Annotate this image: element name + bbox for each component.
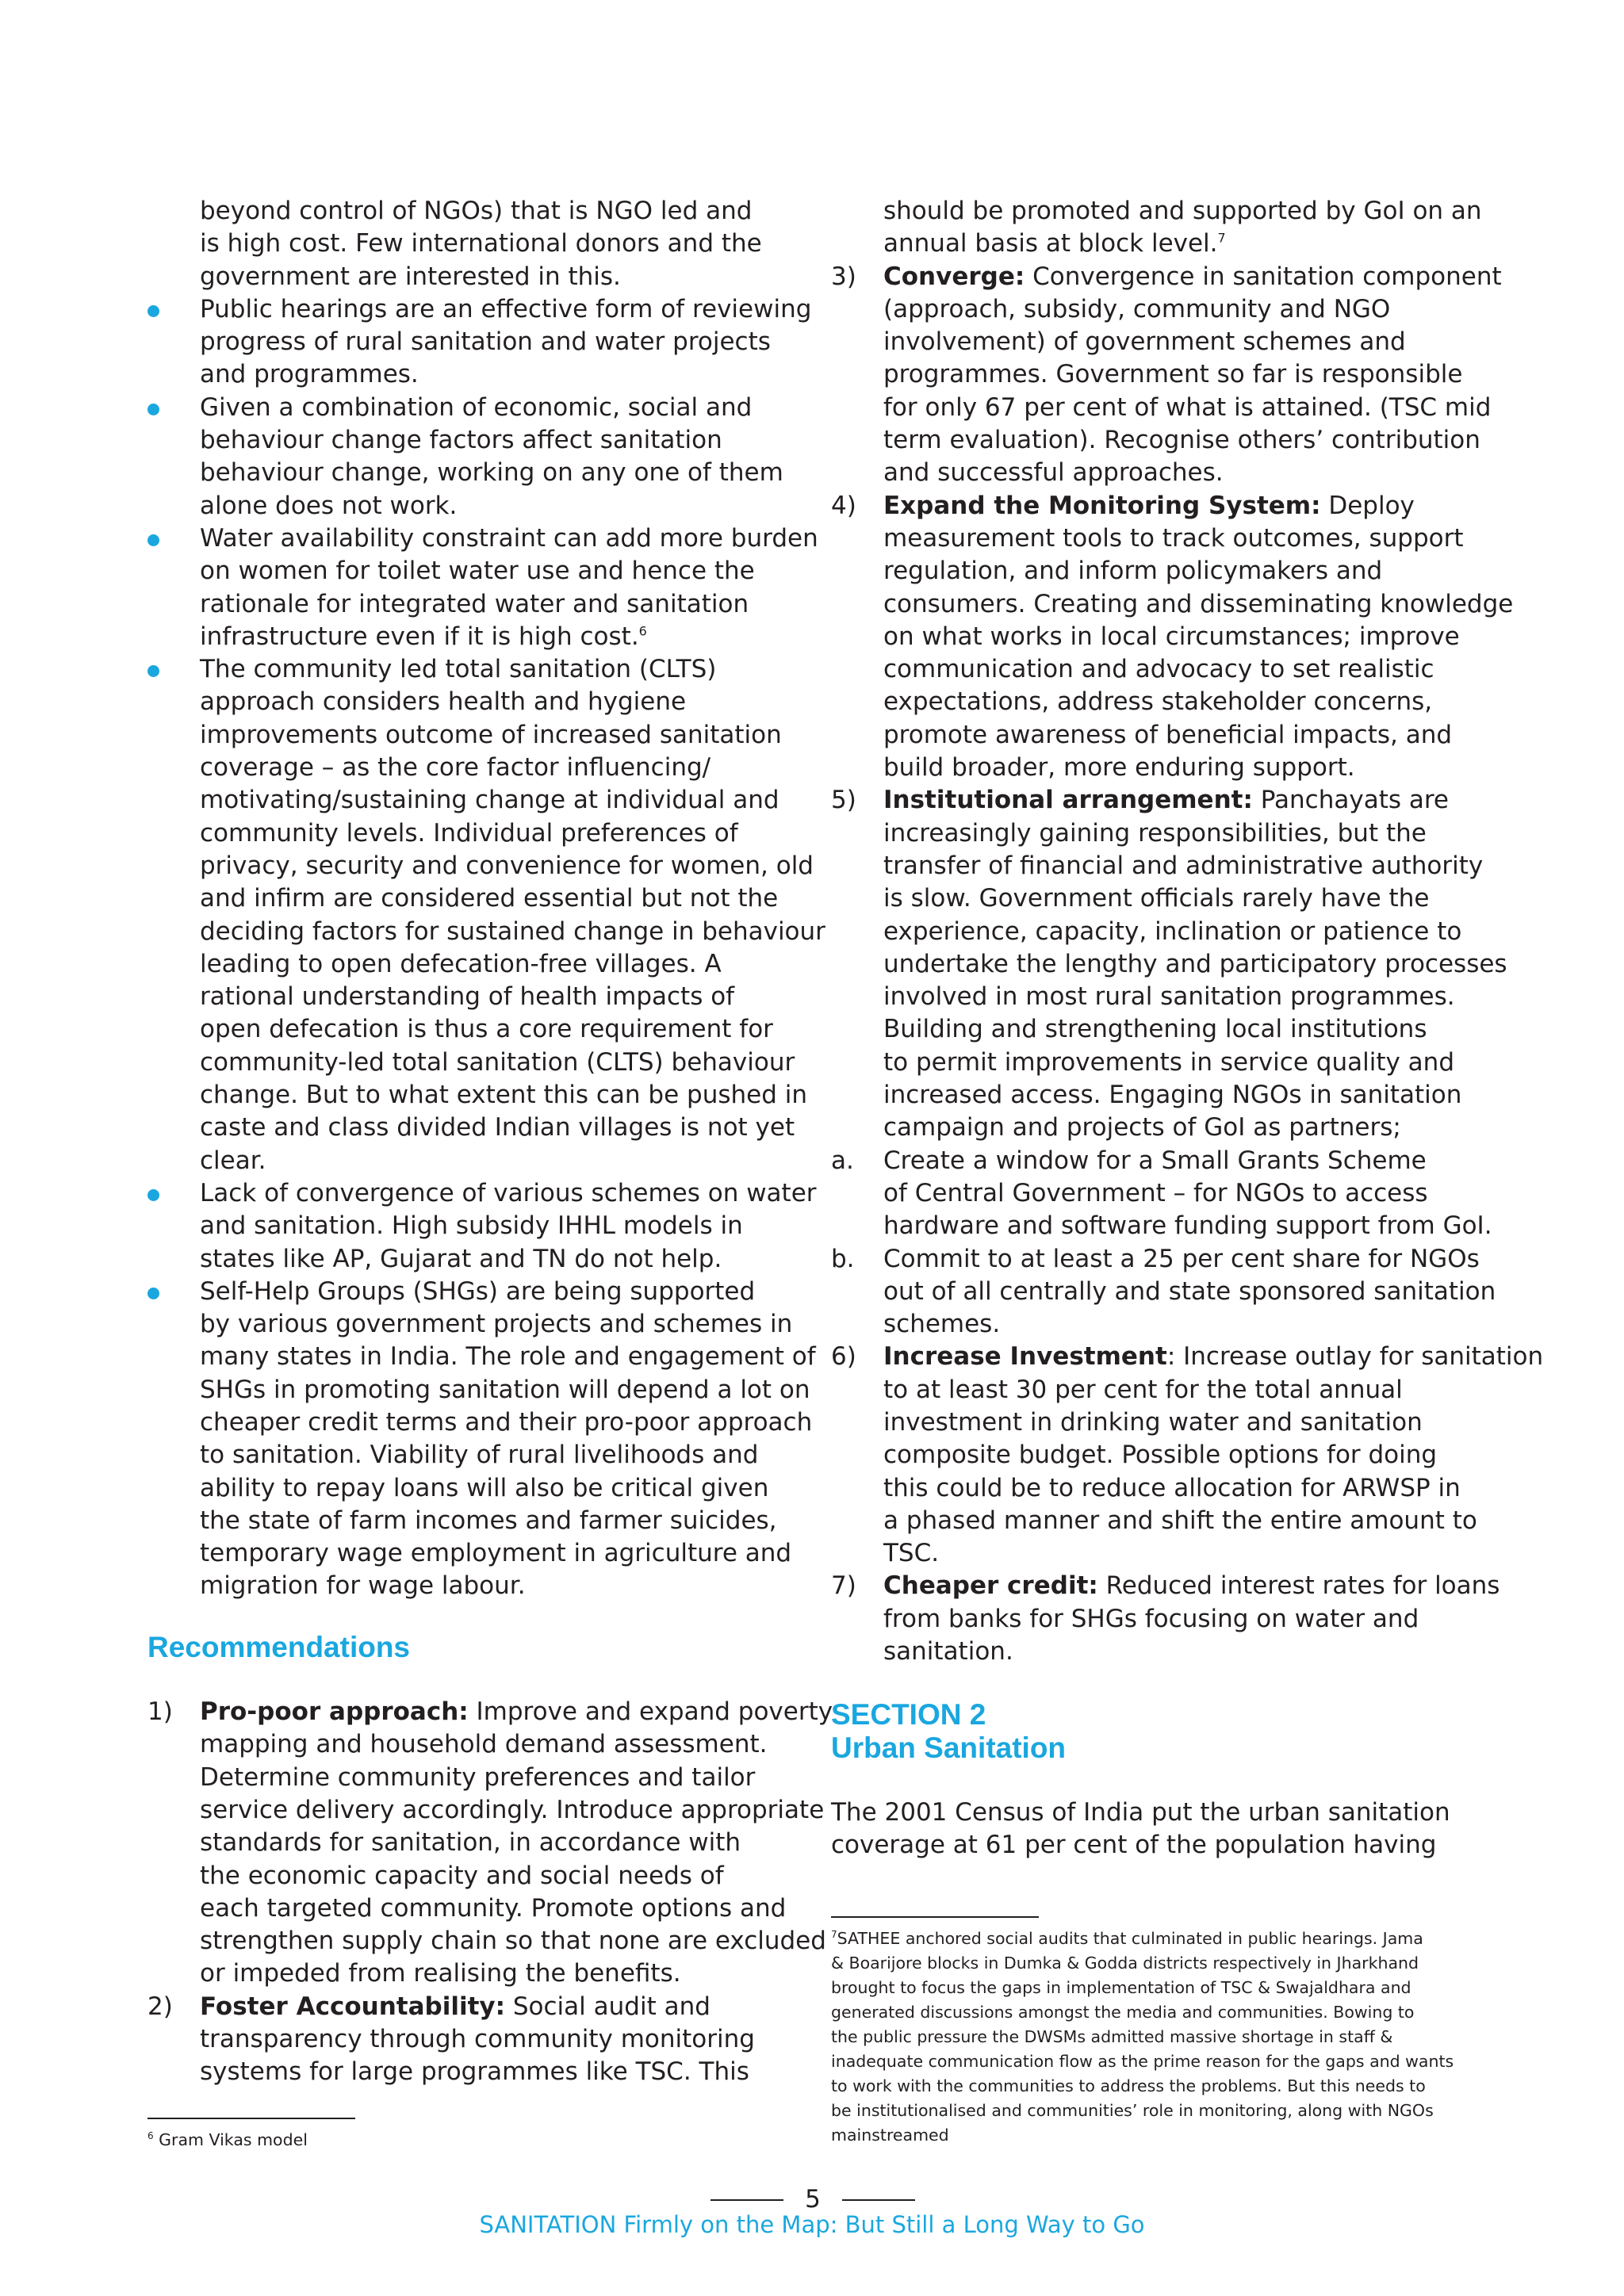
item-line: strengthen supply chain so that none are excluded (200, 1927, 826, 1956)
bullet-line (200, 1177, 817, 1210)
bullet-line (200, 457, 806, 489)
numbered-item (831, 490, 1514, 785)
item-line: investment in drinking water and sanitation (883, 1407, 1423, 1437)
bullet-line (200, 1047, 806, 1079)
footnote-line (831, 1951, 1454, 1976)
item-first-line (883, 1341, 1544, 1373)
bullet-line (200, 817, 806, 850)
bullet-dot-icon (147, 1288, 159, 1299)
bullet-text: and programmes. (200, 360, 419, 389)
item-line: regulation, and inform policymakers and (883, 557, 1383, 586)
bullet-text: approach considers health and hygiene (200, 687, 687, 717)
item-title: Institutional arrangement: (883, 786, 1253, 815)
page-number: 5 (805, 2185, 821, 2214)
footnote-number: 7 (831, 1929, 837, 1941)
bullet-line (200, 1439, 806, 1471)
item-line: (approach, subsidy, community and NGO (883, 294, 1391, 323)
footnote-text: to work with the communities to address the problems. But this needs to (831, 2076, 1426, 2095)
numbered-item (831, 1341, 1544, 1570)
bullet-text: SHGs in promoting sanitation will depend a lot on (200, 1375, 810, 1404)
page-number-line (710, 2186, 915, 2213)
item-line: experience, capacity, inclination or patience to (883, 916, 1462, 946)
item-line: mapping and household demand assessment. (200, 1730, 768, 1759)
item-first-line (200, 1696, 833, 1728)
footnote-text: the public pressure the DWSMs admitted massive shortage in staff & (831, 2027, 1393, 2046)
text-line (883, 228, 1481, 260)
bullet-line (200, 752, 806, 784)
item-line: measurement tools to track outcomes, support (883, 523, 1464, 553)
footnote-line (831, 2000, 1454, 2025)
bullet-line (200, 326, 806, 358)
bullet-text: Water availability constraint can add more burden (200, 523, 818, 553)
item-text: : Increase outlay for sanitation (1166, 1342, 1544, 1372)
bullet-item (147, 1276, 816, 1603)
section-body-line: The 2001 Census of India put the urban sanitation (831, 1797, 1450, 1827)
bullet-text: alone does not work. (200, 491, 458, 520)
item-line: for only 67 per cent of what is attained. (TSC mid (883, 392, 1492, 422)
footnote-text: generated discussions amongst the media and communities. Bowing to (831, 2003, 1415, 2022)
item-first-line (883, 784, 1481, 817)
bullet-text: ability to repay loans will also be critical given (200, 1473, 769, 1502)
item-number: 5) (831, 786, 856, 815)
item-line: the economic capacity and social needs of (200, 1861, 724, 1890)
item-title: Increase Investment (883, 1342, 1167, 1372)
bullet-text: deciding factors for sustained change in behaviour (200, 916, 825, 946)
bullet-line (200, 653, 806, 686)
footnote-text: & Boarijore blocks in Dumka & Godda districts respectively in Jharkhand (831, 1954, 1419, 1973)
continuation-text: should be promoted and supported by GoI on an (883, 197, 1482, 225)
item-title: Converge: (883, 262, 1025, 291)
bullet-text: behaviour change factors affect sanitation (200, 426, 722, 455)
right-column (831, 195, 1544, 1862)
item-text: Create a window for a Small Grants Scheme (883, 1146, 1427, 1175)
bullet-line (200, 588, 806, 621)
bullet-text: states like AP, Gujarat and TN do not help. (200, 1244, 722, 1273)
bullet-line (200, 719, 806, 752)
footnote-ref: 7 (1217, 230, 1226, 246)
bullet-text: and sanitation. High subsidy IHHL models in (200, 1211, 743, 1241)
item-line: to at least 30 per cent for the total annual (883, 1375, 1403, 1404)
bullet-line (200, 1243, 806, 1276)
text-line: government are interested in this. (200, 262, 621, 291)
spacer (831, 1764, 1481, 1797)
item-line: campaign and projects of GoI as partners; (883, 1113, 1401, 1142)
item-line: consumers. Creating and disseminating knowledge (883, 589, 1514, 618)
bullet-text: Given a combination of economic, social and (200, 392, 753, 422)
text-line: beyond control of NGOs) that is NGO led and (200, 197, 753, 225)
item-line: programmes. Government so far is responsible (883, 360, 1463, 389)
numbered-item (831, 1145, 1492, 1243)
bullet-text: infrastructure even if it is high cost. (200, 622, 639, 651)
footnote-text: Gram Vikas model (159, 2130, 308, 2149)
running-footer: SANITATION Firmly on the Map: But Still a Long Way to Go (479, 2211, 1145, 2238)
bullet-item (147, 392, 806, 522)
item-line: term evaluation). Recognise others’ contribution (883, 426, 1480, 455)
bullet-text: by various government projects and schemes in (200, 1310, 793, 1339)
bullet-item (147, 293, 812, 392)
bullet-line (200, 686, 806, 718)
item-line: on what works in local circumstances; improve (883, 622, 1460, 651)
item-number: a. (831, 1146, 854, 1175)
bullet-text: progress of rural sanitation and water projects (200, 327, 771, 357)
bullet-line (200, 392, 806, 424)
footnote-line (831, 2049, 1454, 2074)
bullet-text: improvements outcome of increased sanitation (200, 720, 782, 749)
bullet-dot-icon (147, 305, 159, 317)
footnote-line (831, 2099, 1454, 2123)
item-first-line (883, 1145, 1481, 1177)
item-line: is slow. Government officials rarely have the (883, 884, 1430, 913)
footnote-text: brought to focus the gaps in implementation of TSC & Swajaldhara and (831, 1978, 1411, 1997)
bullet-text: migration for wage labour. (200, 1571, 526, 1601)
section-label: SECTION 2 (831, 1698, 986, 1732)
item-line: TSC. (883, 1539, 940, 1568)
section-body-line: coverage at 61 per cent of the population having (831, 1831, 1437, 1860)
footnote-text: SATHEE anchored social audits that culminated in public hearings. Jama (837, 1929, 1423, 1948)
numbered-item (831, 261, 1502, 490)
bullet-text: rational understanding of health impacts of (200, 982, 735, 1012)
item-line: Determine community preferences and tailor (200, 1762, 756, 1792)
bullet-line (200, 1505, 806, 1537)
bullet-text: Public hearings are an effective form of reviewing (200, 294, 812, 323)
footnote-text: inadequate communication flow as the prime reason for the gaps and wants (831, 2052, 1454, 2071)
item-line: of Central Government – for NGOs to access (883, 1178, 1428, 1207)
bullet-text: and infirm are considered essential but not the (200, 884, 779, 913)
bullet-dot-icon (147, 404, 159, 415)
bullet-line (200, 1374, 810, 1406)
item-first-line (883, 1243, 1481, 1276)
bullet-item (147, 522, 818, 653)
item-title: Pro-poor approach: (200, 1697, 469, 1727)
bullet-text: temporary wage employment in agriculture and (200, 1539, 792, 1568)
bullet-line (200, 948, 806, 981)
item-number: 7) (831, 1571, 856, 1601)
continuation-text: annual basis at block level. (883, 229, 1218, 258)
bullet-line (200, 1112, 806, 1144)
bullet-text: on women for toilet water use and hence the (200, 557, 755, 586)
footnote-ref: 6 (638, 623, 647, 639)
item-number: 1) (147, 1697, 173, 1727)
bullet-text: change. But to what extent this can be pushed in (200, 1081, 808, 1110)
section-title: Urban Sanitation (831, 1731, 1067, 1764)
bullet-text: cheaper credit terms and their pro-poor approach (200, 1407, 813, 1437)
bullet-text: leading to open defecation-free villages. A (200, 949, 722, 978)
footnote-line (831, 1927, 1454, 1951)
bullet-text: coverage – as the core factor influencing/ (200, 753, 711, 783)
bullet-text: The community led total sanitation (CLTS) (200, 655, 717, 684)
item-line: communication and advocacy to set realistic (883, 655, 1434, 684)
numbered-item (831, 1570, 1500, 1668)
bullet-line (200, 358, 806, 391)
item-text: Commit to at least a 25 per cent share for NGOs (883, 1244, 1480, 1273)
text-line: is high cost. Few international donors and the (200, 229, 762, 258)
spacer (147, 1663, 806, 1696)
item-line: this could be to reduce allocation for ARWSP in (883, 1473, 1461, 1502)
item-line: transfer of financial and administrative authority (883, 851, 1484, 880)
item-line: involvement) of government schemes and (883, 327, 1406, 357)
text-line (883, 195, 1481, 228)
recommendations-heading: Recommendations (147, 1630, 411, 1663)
numbered-item (147, 1991, 806, 2089)
footnote-line (831, 2123, 1454, 2148)
recommendation-continuation (831, 195, 1481, 261)
item-line: systems for large programmes like TSC. This (200, 2057, 749, 2087)
bullet-line (200, 850, 814, 882)
bullet-line (200, 1537, 806, 1570)
footnote-line (831, 1976, 1454, 2000)
item-line: or impeded from realising the benefits. (200, 1959, 681, 1988)
bullet-line (200, 1341, 816, 1373)
bullet-line (200, 1013, 806, 1046)
bullet-text: community levels. Individual preferences of (200, 818, 738, 848)
page-number-rule-right (842, 2199, 915, 2201)
bullet-text: behaviour change, working on any one of them (200, 458, 783, 488)
bullet-text: clear. (200, 1146, 266, 1175)
item-first-line (883, 261, 1502, 293)
item-text: Panchayats are (1252, 786, 1449, 815)
bullet-line (200, 916, 825, 948)
item-title: Foster Accountability: (200, 1992, 506, 2021)
item-text: Deploy (1320, 491, 1415, 520)
bullet-text: motivating/sustaining change at individual and (200, 786, 779, 815)
bullet-text: the state of farm incomes and farmer suicides, (200, 1506, 777, 1535)
item-line: to permit improvements in service quality and (883, 1047, 1454, 1077)
numbered-item (831, 784, 1507, 1144)
footnote-rule-right (831, 1916, 1039, 1918)
bullet-line (200, 882, 806, 915)
item-number: 3) (831, 262, 856, 291)
bullet-text: Self-Help Groups (SHGs) are being supported (200, 1276, 756, 1306)
bullet-line (200, 490, 806, 522)
bullet-item (147, 653, 825, 1177)
item-line: composite budget. Possible options for doing (883, 1441, 1438, 1470)
item-line: increased access. Engaging NGOs in sanitation (883, 1081, 1462, 1110)
item-number: b. (831, 1244, 855, 1273)
item-number: 4) (831, 491, 856, 520)
bullet-dot-icon (147, 665, 159, 677)
item-line: standards for sanitation, in accordance with (200, 1828, 741, 1858)
footnote-text: mainstreamed (831, 2126, 949, 2145)
item-first-line (883, 490, 1481, 522)
bullet-line (200, 1570, 806, 1602)
spacer (831, 1668, 1481, 1698)
bullet-line (200, 621, 806, 653)
item-text: Reduced interest rates for loans (1097, 1571, 1500, 1601)
item-line: service delivery accordingly. Introduce appropriate (200, 1795, 825, 1824)
bullet-line (200, 1079, 806, 1112)
bullet-line (200, 784, 806, 817)
item-line: Building and strengthening local institutions (883, 1015, 1427, 1044)
item-line: schemes. (883, 1310, 1001, 1339)
item-text: Convergence in sanitation component (1025, 262, 1502, 291)
item-text: Improve and expand poverty (468, 1697, 833, 1727)
item-line: undertake the lengthy and participatory processes (883, 949, 1507, 978)
bullet-dot-icon (147, 1189, 159, 1201)
footnote-6 (147, 2128, 308, 2152)
numbered-item (147, 1696, 833, 1991)
bullet-text: caste and class divided Indian villages is not yet (200, 1113, 795, 1142)
item-line: sanitation. (883, 1637, 1013, 1667)
item-line: transparency through community monitoring (200, 2025, 755, 2054)
bullet-dot-icon (147, 534, 159, 546)
item-line: out of all centrally and state sponsored sanitation (883, 1276, 1496, 1306)
footnote-number: 6 (147, 2130, 154, 2142)
item-title: Expand the Monitoring System: (883, 491, 1321, 520)
bullet-text: community-led total sanitation (CLTS) behaviour (200, 1047, 795, 1077)
bullet-line (200, 1276, 806, 1308)
item-line: expectations, address stakeholder concerns, (883, 687, 1433, 717)
bullet-text: privacy, security and convenience for women, old (200, 851, 814, 880)
bullet-line (200, 1406, 813, 1439)
bullet-line (200, 1472, 806, 1505)
item-line: promote awareness of beneficial impacts, and (883, 720, 1453, 749)
item-number: 2) (147, 1992, 173, 2021)
item-line: hardware and software funding support from GoI. (883, 1211, 1492, 1241)
footnote-rule-left (147, 2118, 355, 2119)
item-line: increasingly gaining responsibilities, but the (883, 818, 1427, 848)
intro-continuation (147, 195, 806, 293)
item-first-line (883, 1570, 1500, 1602)
item-first-line (200, 1991, 806, 2023)
item-line: from banks for SHGs focusing on water and (883, 1604, 1419, 1633)
bullet-line (200, 522, 818, 555)
numbered-item (831, 1243, 1496, 1341)
item-line: and successful approaches. (883, 458, 1224, 488)
item-line: a phased manner and shift the entire amount to (883, 1506, 1477, 1535)
bullet-line (200, 293, 812, 326)
bullet-line (200, 1210, 806, 1242)
bullet-line (200, 981, 806, 1013)
bullet-line (200, 1308, 806, 1341)
bullet-line (200, 424, 806, 457)
item-line: involved in most rural sanitation programmes. (883, 982, 1455, 1012)
bullet-text: rationale for integrated water and sanitation (200, 589, 749, 618)
footnote-line (831, 2025, 1454, 2049)
item-text: Social audit and (505, 1992, 710, 2021)
item-line: each targeted community. Promote options and (200, 1893, 787, 1923)
footnote-line (831, 2074, 1454, 2099)
bullet-text: many states in India. The role and engagement of (200, 1342, 816, 1372)
footnote-7 (831, 1927, 1454, 2148)
bullet-line (200, 555, 806, 587)
item-title: Cheaper credit: (883, 1571, 1098, 1601)
bullet-text: Lack of convergence of various schemes on water (200, 1178, 817, 1207)
bullet-text: open defecation is thus a core requirement for (200, 1015, 773, 1044)
left-column (147, 195, 833, 2089)
spacer (147, 1603, 806, 1631)
item-number: 6) (831, 1342, 856, 1372)
bullet-line (200, 1145, 806, 1177)
item-line: build broader, more enduring support. (883, 753, 1355, 783)
footnote-text: be institutionalised and communities’ role in monitoring, along with NGOs (831, 2101, 1434, 2120)
bullet-item (147, 1177, 817, 1276)
bullet-text: to sanitation. Viability of rural livelihoods and (200, 1441, 759, 1470)
